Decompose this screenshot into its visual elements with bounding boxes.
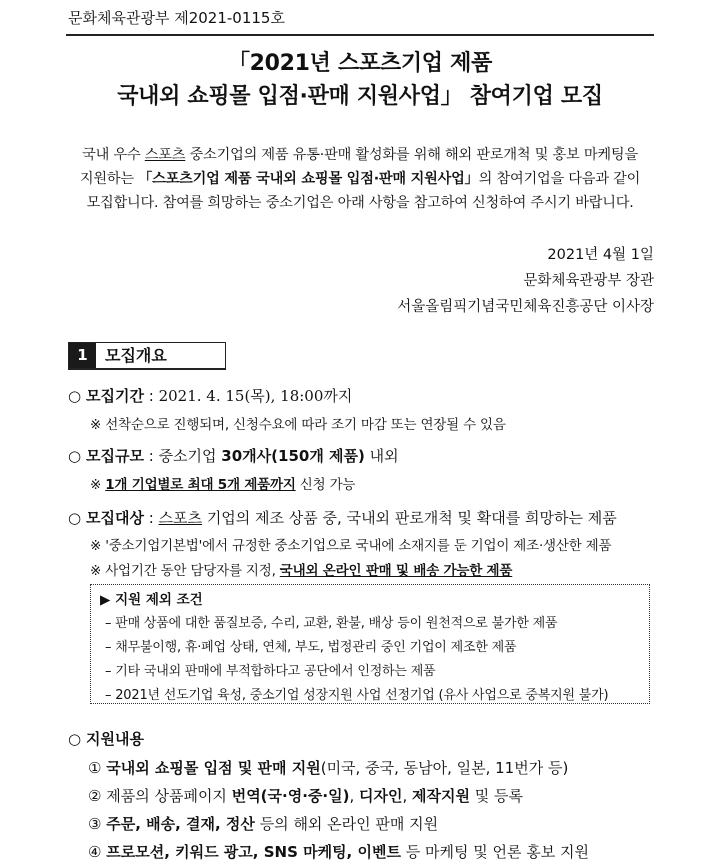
support-heading: ○ 지원내용 bbox=[68, 730, 144, 748]
recruit-scale-note: ※ 1개 기업별로 최대 5개 제품까지 신청 가능 bbox=[90, 477, 356, 493]
recruit-scale: ○ 모집규모 : 중소기업 30개사(150개 제품) 내외 bbox=[68, 447, 399, 465]
support-item-1: ① 국내외 쇼핑몰 입점 및 판매 지원(미국, 중국, 동남아, 일본, 11번가 등) bbox=[88, 759, 569, 777]
exclusion-item: – 판매 상품에 대한 품질보증, 수리, 교환, 환불, 배상 등이 원천적으로 불가한 제품 bbox=[105, 616, 558, 631]
page-title-line1: 「2021년 스포츠기업 제품 bbox=[227, 51, 493, 76]
support-item-4: ④ 프로모션, 키워드 광고, SNS 마케팅, 이벤트 등 마케팅 및 언론 홍보 지원 bbox=[88, 843, 589, 861]
section-number: 1 bbox=[69, 343, 96, 368]
exclusion-item: – 채무불이행, 휴·폐업 상태, 연체, 부도, 법정관리 중인 기업이 제조한 제품 bbox=[105, 640, 517, 655]
bullet-circle: ○ bbox=[68, 730, 82, 748]
recruit-target-note1: ※ '중소기업기본법'에서 규정한 중소기업으로 국내에 소재지를 둔 기업이 제조·생산한 제품 bbox=[90, 538, 612, 554]
exclusion-title: ▶ 지원 제외 조건 bbox=[100, 592, 203, 608]
recruit-target: ○ 모집대상 : 스포츠 기업의 제조 상품 중, 국내외 판로개척 및 확대를 희망하는 제품 bbox=[68, 509, 617, 527]
issuer-foundation: 서울올림픽기념국민체육진흥공단 이사장 bbox=[397, 299, 654, 315]
exclusion-item: – 기타 국내외 판매에 부적합하다고 공단에서 인정하는 제품 bbox=[105, 664, 436, 679]
intro-line1: 국내 우수 스포츠 중소기업의 제품 유통·판매 활성화를 위해 해외 판로개척 및 홍보 마케팅을 bbox=[82, 147, 638, 163]
support-item-3: ③ 주문, 배송, 결재, 정산 등의 해외 온라인 판매 지원 bbox=[88, 815, 439, 833]
bullet-circle: ○ bbox=[68, 387, 82, 405]
document-number: 문화체육관광부 제2021-0115호 bbox=[68, 9, 285, 27]
top-divider bbox=[66, 34, 654, 36]
section-title: 모집개요 bbox=[105, 346, 167, 365]
recruit-target-note2: ※ 사업기간 동안 담당자를 지정, 국내외 온라인 판매 및 배송 가능한 제품 bbox=[90, 563, 513, 579]
intro-line2: 지원하는 「스포츠기업 제품 국내외 쇼핑몰 입점·판매 지원사업」의 참여기업을 다음과 같이 bbox=[79, 171, 641, 187]
section-heading bbox=[68, 342, 226, 370]
issuer-minister: 문화체육관광부 장관 bbox=[523, 273, 654, 289]
announcement-date: 2021년 4월 1일 bbox=[547, 247, 654, 263]
bullet-circle: ○ bbox=[68, 509, 82, 527]
recruit-period: ○ 모집기간 : 2021. 4. 15(목), 18:00까지 bbox=[68, 387, 353, 405]
exclusion-item: – 2021년 선도기업 육성, 중소기업 성장지원 사업 선정기업 (유사 사업으로 중복지원 불가) bbox=[105, 688, 609, 703]
intro-line3: 모집합니다. 참여를 희망하는 중소기업은 아래 사항을 참고하여 신청하여 주시기 바랍니다. bbox=[86, 195, 634, 211]
recruit-period-note: ※ 선착순으로 진행되며, 신청수요에 따라 조기 마감 또는 연장될 수 있음 bbox=[90, 417, 506, 433]
support-item-2: ② 제품의 상품페이지 번역(국·영·중·일), 디자인, 제작지원 및 등록 bbox=[88, 787, 524, 805]
page-title-line2: 국내외 쇼핑몰 입점·판매 지원사업」 참여기업 모집 bbox=[117, 84, 603, 109]
bullet-circle: ○ bbox=[68, 447, 82, 465]
